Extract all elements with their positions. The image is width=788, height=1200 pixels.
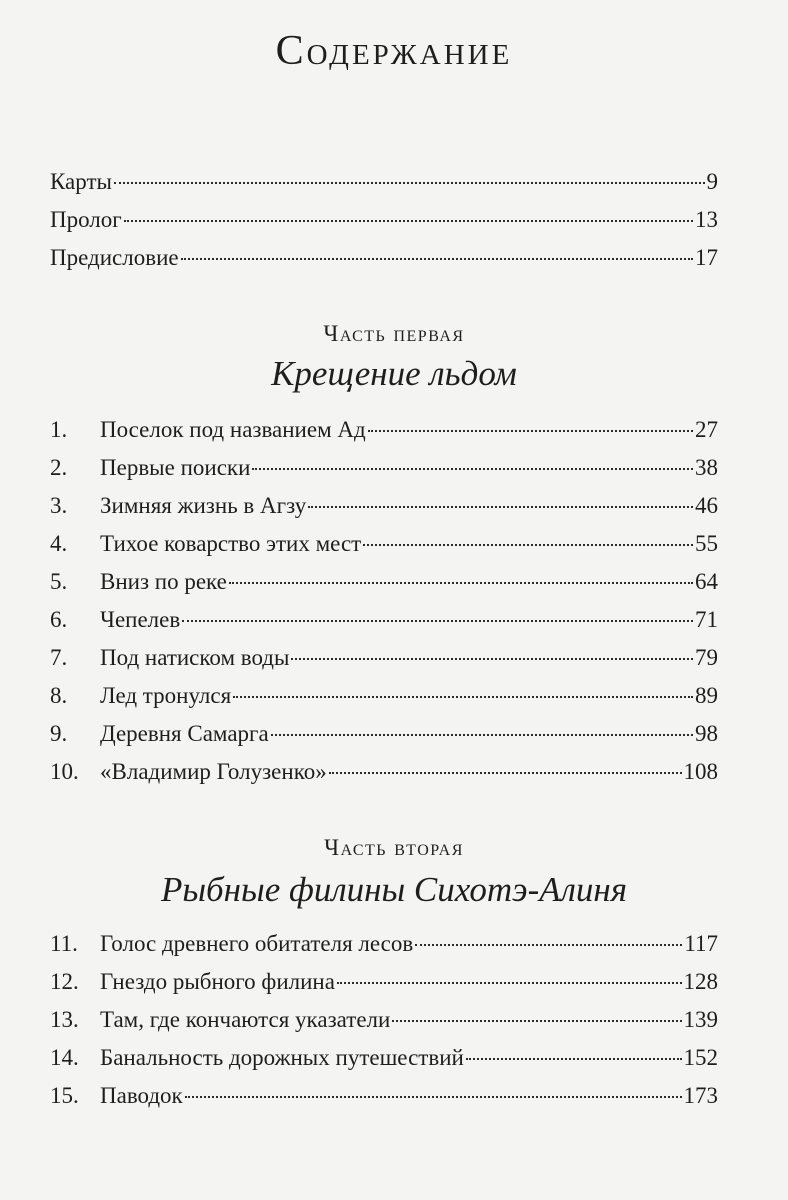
toc-entry[interactable] [0,1044,788,1082]
toc-entry-title: Карты [50,169,112,194]
dot-leader [181,258,693,260]
part-title: Крещение льдом [271,354,517,393]
toc-entry[interactable] [0,454,788,492]
chapter-number: 4. [50,531,68,556]
toc-entry[interactable] [0,416,788,454]
dot-leader [229,582,693,584]
chapter-title: Поселок под названием Ад [100,417,366,442]
chapter-title: Голос древнего обитателя лесов [100,931,414,956]
chapter-page: 64 [695,569,718,594]
dot-leader [363,544,693,546]
chapter-number: 10. [50,759,79,784]
dot-leader [291,658,693,660]
chapter-number: 8. [50,683,68,708]
chapter-title: Тихое коварство этих мест [100,531,362,556]
dot-leader [233,696,693,698]
toc-entry[interactable] [0,206,788,244]
chapter-number: 2. [50,455,68,480]
part-title: Рыбные филины Сихотэ-Алиня [160,870,628,909]
dot-leader [368,430,693,432]
chapter-number: 14. [50,1045,79,1070]
part-one-heading [0,320,788,396]
chapter-page: 55 [695,531,718,556]
chapter-number: 13. [50,1007,79,1032]
chapter-title: Первые поиски [100,455,251,480]
chapter-page: 128 [683,969,718,994]
chapter-number: 6. [50,607,68,632]
part-label: Часть вторая [324,835,464,860]
dot-leader [114,182,705,184]
chapter-title: «Владимир Голузенко» [100,759,327,784]
part-one-chapter-list [0,416,788,796]
chapter-page: 117 [684,931,718,956]
toc-entry[interactable] [0,758,788,796]
toc-entry[interactable] [0,682,788,720]
toc-entry[interactable] [0,530,788,568]
chapter-page: 38 [695,455,718,480]
dot-leader [337,982,682,984]
dot-leader [271,734,693,736]
chapter-title: Банальность дорожных путешествий [100,1045,464,1070]
part-two-heading [0,834,788,912]
dot-leader [415,944,682,946]
chapter-title: Под натиском воды [100,645,290,670]
chapter-title: Деревня Самарга [100,721,269,746]
dot-leader [252,468,693,470]
toc-entry[interactable] [0,244,788,282]
chapter-title: Там, где кончаются указатели [100,1007,391,1032]
toc-entry[interactable] [0,968,788,1006]
chapter-page: 46 [695,493,718,518]
toc-entry[interactable] [0,168,788,206]
chapter-number: 11. [50,931,78,956]
toc-entry-page: 9 [706,169,718,194]
chapter-number: 7. [50,645,68,670]
toc-entry[interactable] [0,720,788,758]
chapter-page: 98 [695,721,718,746]
chapter-page: 89 [695,683,718,708]
toc-entry[interactable] [0,492,788,530]
chapter-number: 3. [50,493,68,518]
page-title: Содержание [275,28,513,74]
chapter-title: Чепелев [100,607,181,632]
toc-entry[interactable] [0,1082,788,1120]
toc-entry-page: 13 [695,207,718,232]
toc-entry-title: Предисловие [50,245,179,270]
chapter-page: 108 [683,759,718,784]
dot-leader [329,772,682,774]
chapter-page: 152 [683,1045,718,1070]
toc-entry-title: Пролог [50,207,122,232]
chapter-page: 79 [695,645,718,670]
chapter-number: 15. [50,1083,79,1108]
dot-leader [185,1096,682,1098]
part-two-chapter-list [0,930,788,1120]
chapter-title: Зимняя жизнь в Агзу [100,493,307,518]
toc-entry[interactable] [0,1006,788,1044]
chapter-number: 1. [50,417,68,442]
chapter-number: 12. [50,969,79,994]
toc-entry[interactable] [0,606,788,644]
toc-entry[interactable] [0,930,788,968]
chapter-title: Гнездо рыбного филина [100,969,335,994]
chapter-number: 9. [50,721,68,746]
toc-entry[interactable] [0,644,788,682]
chapter-title: Вниз по реке [100,569,227,594]
toc-entry-page: 17 [695,245,718,270]
chapter-title: Лед тронулся [100,683,232,708]
front-matter-list [0,168,788,282]
dot-leader [182,620,693,622]
toc-entry[interactable] [0,568,788,606]
dot-leader [308,506,693,508]
chapter-page: 27 [695,417,718,442]
part-label: Часть первая [323,321,465,346]
dot-leader [124,220,693,222]
dot-leader [466,1058,682,1060]
chapter-title: Паводок [100,1083,183,1108]
chapter-page: 139 [683,1007,718,1032]
chapter-number: 5. [50,569,68,594]
chapter-page: 71 [695,607,718,632]
dot-leader [392,1020,681,1022]
chapter-page: 173 [683,1083,718,1108]
